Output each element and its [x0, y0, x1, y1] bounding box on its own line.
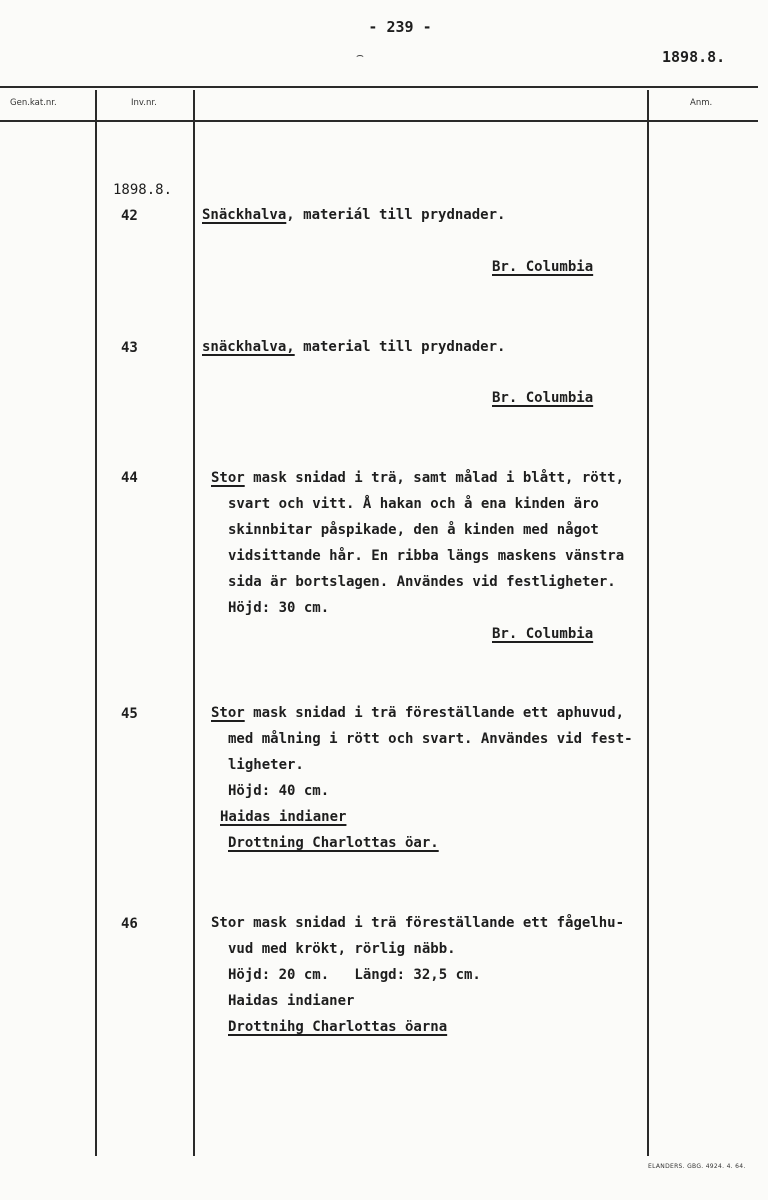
- batch-label: 1898.8.: [113, 182, 173, 198]
- inventory-number: 44: [121, 470, 138, 486]
- entry-text: mask snidad i trä föreställande ett fågelhu-: [244, 915, 625, 931]
- printer-imprint: ELANDERS. GBG. 4924. 4. 64.: [648, 1163, 746, 1170]
- entry-place: Br. Columbia: [492, 390, 594, 406]
- column-divider-3: [647, 90, 649, 1156]
- column-divider-1: [95, 90, 97, 1156]
- entry-line: sida är bortslagen. Användes vid festligheter.: [228, 574, 616, 590]
- inventory-number: 46: [121, 916, 138, 932]
- entry-line: Höjd: 20 cm. Längd: 32,5 cm.: [228, 967, 481, 983]
- header-bottom-rule: [0, 120, 758, 122]
- column-header-anm: Anm.: [690, 98, 713, 108]
- entry-description: [202, 202, 505, 228]
- entry-text: mask snidad i trä, samt målad i blått, rött,: [244, 470, 625, 486]
- entry-line: skinnbitar påspikade, den å kinden med något: [228, 522, 599, 538]
- entry-lead: Stor: [211, 705, 245, 721]
- entry-lead: Snäckhalva: [202, 207, 287, 223]
- entry-line: Höjd: 30 cm.: [228, 600, 330, 616]
- entry-text: mask snidad i trä föreställande ett aphuvud,: [244, 705, 625, 721]
- inventory-number: 42: [121, 208, 138, 224]
- handwritten-mark: ⌢: [356, 48, 364, 62]
- inventory-number: 45: [121, 706, 138, 722]
- page-number: - 239 -: [368, 18, 432, 36]
- entry-description: [211, 465, 624, 491]
- entry-line: vidsittande hår. En ribba längs maskens vänstra: [228, 548, 625, 564]
- entry-place: Br. Columbia: [492, 259, 594, 275]
- entry-place: Drottnihg Charlottas öarna: [228, 1019, 448, 1035]
- entry-line: svart och vitt. Å hakan och å ena kinden äro: [228, 496, 599, 512]
- entry-lead: Stor: [211, 470, 245, 486]
- entry-line: ligheter.: [228, 757, 304, 773]
- catalog-code: 1898.8.: [662, 48, 726, 66]
- column-header-gen-kat-nr: Gen.kat.nr.: [10, 98, 57, 108]
- entry-line: Höjd: 40 cm.: [228, 783, 330, 799]
- entry-description: [211, 910, 624, 936]
- entry-place: Drottning Charlottas öar.: [228, 835, 439, 851]
- entry-place: Br. Columbia: [492, 626, 594, 642]
- entry-description: [211, 700, 624, 726]
- column-header-inv-nr: Inv.nr.: [131, 98, 157, 108]
- entry-text: , materiál till prydnader.: [286, 207, 506, 223]
- entry-description: [202, 334, 505, 360]
- entry-lead: snäckhalva,: [202, 339, 295, 355]
- entry-line: vud med krökt, rörlig näbb.: [228, 941, 456, 957]
- entry-text: material till prydnader.: [294, 339, 506, 355]
- entry-lead: Stor: [211, 915, 245, 931]
- entry-line: Haidas indianer: [228, 993, 355, 1009]
- inventory-number: 43: [121, 340, 138, 356]
- header-top-rule: [0, 86, 758, 88]
- entry-place: Haidas indianer: [220, 809, 347, 825]
- column-divider-2: [193, 90, 195, 1156]
- entry-line: med målning i rött och svart. Användes vid fest-: [228, 731, 633, 747]
